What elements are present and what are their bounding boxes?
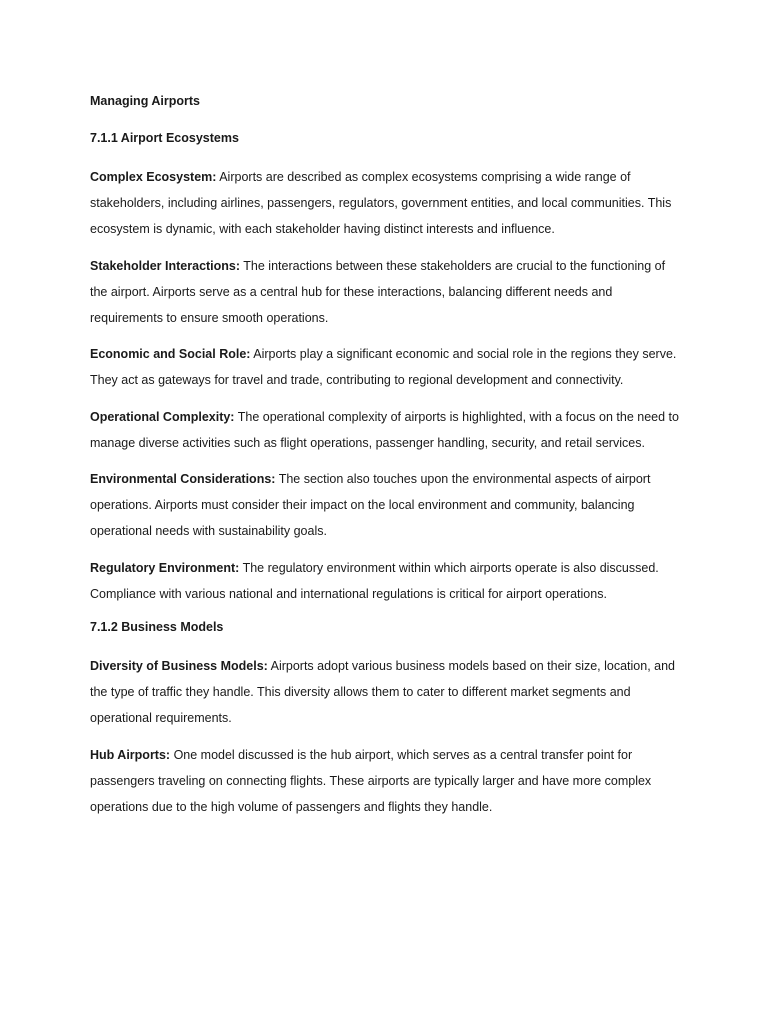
document-page — [90, 91, 680, 830]
paragraph-term: Regulatory Environment: — [90, 560, 240, 575]
section-heading-business-models: 7.1.2 Business Models — [90, 620, 224, 635]
paragraph-term: Operational Complexity: — [90, 409, 235, 424]
paragraph-term: Stakeholder Interactions: — [90, 258, 241, 273]
paragraph-term: Complex Ecosystem: — [90, 170, 217, 184]
paragraph-diversity-business-models — [90, 653, 680, 732]
section-heading-airport-ecosystems: 7.1.1 Airport Ecosystems — [90, 131, 239, 145]
paragraph-term: Hub Airports: — [90, 747, 171, 762]
paragraph-text: The regulatory environment within which airports operate is also discussed. Compliance with various national and international regulations is critical for airport operations. — [90, 560, 659, 601]
paragraph-text: The section also touches upon the environmental aspects of airport operations. Airports must consider their impact on the local environment and community, balancing operational needs with sustainability goals. — [90, 472, 651, 539]
paragraph-text: Airports are described as complex ecosystems comprising a wide range of stakeholders, including airlines, passengers, regulators, government entities, and local communities. This ecosystem is dynamic, with each stakeholder having distinct interests and influence. — [90, 170, 672, 237]
document-title: Managing Airports — [90, 94, 200, 108]
paragraph-economic-social-role — [90, 341, 680, 393]
paragraph-term: Diversity of Business Models: — [90, 659, 268, 674]
paragraph-text: Airports play a significant economic and social role in the regions they serve. They act as gateways for travel and trade, contributing to regional development and connectivity. — [90, 347, 677, 388]
paragraph-stakeholder-interactions — [90, 253, 680, 332]
paragraph-term: Environmental Considerations: — [90, 472, 276, 487]
paragraph-text: One model discussed is the hub airport, which serves as a central transfer point for passengers traveling on connecting flights. These airports are typically larger and have more complex operations due to the high volume of passengers and flights they handle. — [90, 747, 652, 815]
paragraph-environmental-considerations — [90, 466, 680, 545]
paragraph-regulatory-environment — [90, 555, 680, 607]
paragraph-term: Economic and Social Role: — [90, 347, 251, 362]
paragraph-complex-ecosystem — [90, 164, 680, 243]
paragraph-hub-airports — [90, 742, 680, 821]
paragraph-text: The interactions between these stakeholders are crucial to the functioning of the airport. Airports serve as a central hub for these interactions, balancing different needs and requirements to ensure smooth operations. — [90, 258, 666, 326]
paragraph-operational-complexity — [90, 404, 680, 456]
paragraph-text: Airports adopt various business models based on their size, location, and the type of traffic they handle. This diversity allows them to cater to different market segments and operational requirements. — [90, 659, 676, 726]
paragraph-text: The operational complexity of airports is highlighted, with a focus on the need to manage diverse activities such as flight operations, passenger handling, security, and retail services. — [90, 409, 679, 450]
